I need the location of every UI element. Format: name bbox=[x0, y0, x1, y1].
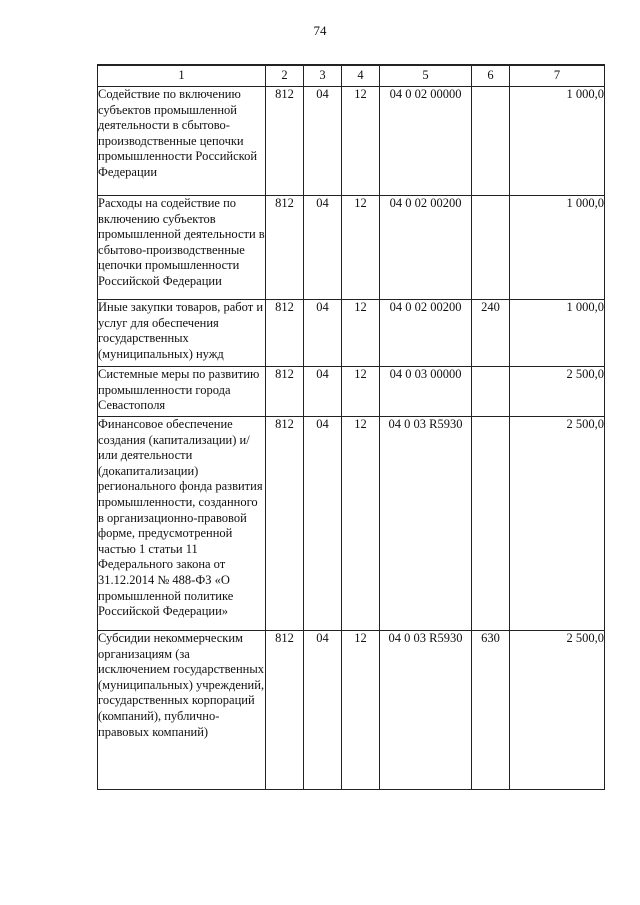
row-col5: 04 0 02 00000 bbox=[380, 87, 472, 196]
row-col4: 12 bbox=[342, 367, 380, 417]
row-col2: 812 bbox=[266, 631, 304, 790]
row-col2: 812 bbox=[266, 196, 304, 300]
column-header-7: 7 bbox=[510, 65, 605, 87]
row-name: Субсидии некоммерческим организациям (за исключением государственных (муниципальных) учреждений, государственных корпораций (компаний), публично-правовых компаний) bbox=[98, 631, 266, 790]
column-header-5: 5 bbox=[380, 65, 472, 87]
row-col6: 240 bbox=[472, 300, 510, 367]
row-col4: 12 bbox=[342, 631, 380, 790]
row-col5: 04 0 02 00200 bbox=[380, 196, 472, 300]
table-row bbox=[98, 367, 605, 417]
row-col7: 1 000,0 bbox=[510, 300, 605, 367]
row-col4: 12 bbox=[342, 300, 380, 367]
table-row bbox=[98, 196, 605, 300]
table-row bbox=[98, 87, 605, 196]
row-col7: 2 500,0 bbox=[510, 631, 605, 790]
row-col5: 04 0 02 00200 bbox=[380, 300, 472, 367]
column-header-6: 6 bbox=[472, 65, 510, 87]
column-header-2: 2 bbox=[266, 65, 304, 87]
row-col5: 04 0 03 R5930 bbox=[380, 631, 472, 790]
row-col2: 812 bbox=[266, 367, 304, 417]
row-col4: 12 bbox=[342, 417, 380, 631]
row-col7: 1 000,0 bbox=[510, 87, 605, 196]
table-row bbox=[98, 417, 605, 631]
row-name: Содействие по включению субъектов промышленной деятельности в сбытово-производственные цепочки промышленности Российской Федерации bbox=[98, 87, 266, 196]
row-name: Системные меры по развитию промышленности города Севастополя bbox=[98, 367, 266, 417]
row-col6 bbox=[472, 417, 510, 631]
column-header-4: 4 bbox=[342, 65, 380, 87]
row-col2: 812 bbox=[266, 87, 304, 196]
row-col7: 2 500,0 bbox=[510, 367, 605, 417]
table-header-row bbox=[98, 65, 605, 87]
row-col3: 04 bbox=[304, 300, 342, 367]
row-col5: 04 0 03 R5930 bbox=[380, 417, 472, 631]
row-col2: 812 bbox=[266, 300, 304, 367]
table-row bbox=[98, 631, 605, 790]
column-header-1: 1 bbox=[98, 65, 266, 87]
row-col3: 04 bbox=[304, 417, 342, 631]
row-col3: 04 bbox=[304, 367, 342, 417]
row-col4: 12 bbox=[342, 87, 380, 196]
column-header-3: 3 bbox=[304, 65, 342, 87]
row-col6 bbox=[472, 196, 510, 300]
row-col7: 1 000,0 bbox=[510, 196, 605, 300]
table-row bbox=[98, 300, 605, 367]
row-col5: 04 0 03 00000 bbox=[380, 367, 472, 417]
page-number: 74 bbox=[313, 23, 327, 38]
row-col7: 2 500,0 bbox=[510, 417, 605, 631]
row-col3: 04 bbox=[304, 87, 342, 196]
row-col2: 812 bbox=[266, 417, 304, 631]
row-name: Финансовое обеспечение создания (капитализации) и/или деятельности (докапитализации) регионального фонда развития промышленности, созданного в организационно-правовой форме, предусмотренной частью 1 статьи 11 Федерального закона от 31.12.2014 № 488-ФЗ «О промышленной политике Российской Федерации» bbox=[98, 417, 266, 631]
row-col6 bbox=[472, 87, 510, 196]
row-name: Расходы на содействие по включению субъектов промышленной деятельности в сбытово-производственные цепочки промышленности Российской Федерации bbox=[98, 196, 266, 300]
row-col3: 04 bbox=[304, 196, 342, 300]
row-col6 bbox=[472, 367, 510, 417]
budget-table bbox=[97, 64, 605, 790]
row-col4: 12 bbox=[342, 196, 380, 300]
row-col3: 04 bbox=[304, 631, 342, 790]
row-name: Иные закупки товаров, работ и услуг для обеспечения государственных (муниципальных) нужд bbox=[98, 300, 266, 367]
row-col6: 630 bbox=[472, 631, 510, 790]
